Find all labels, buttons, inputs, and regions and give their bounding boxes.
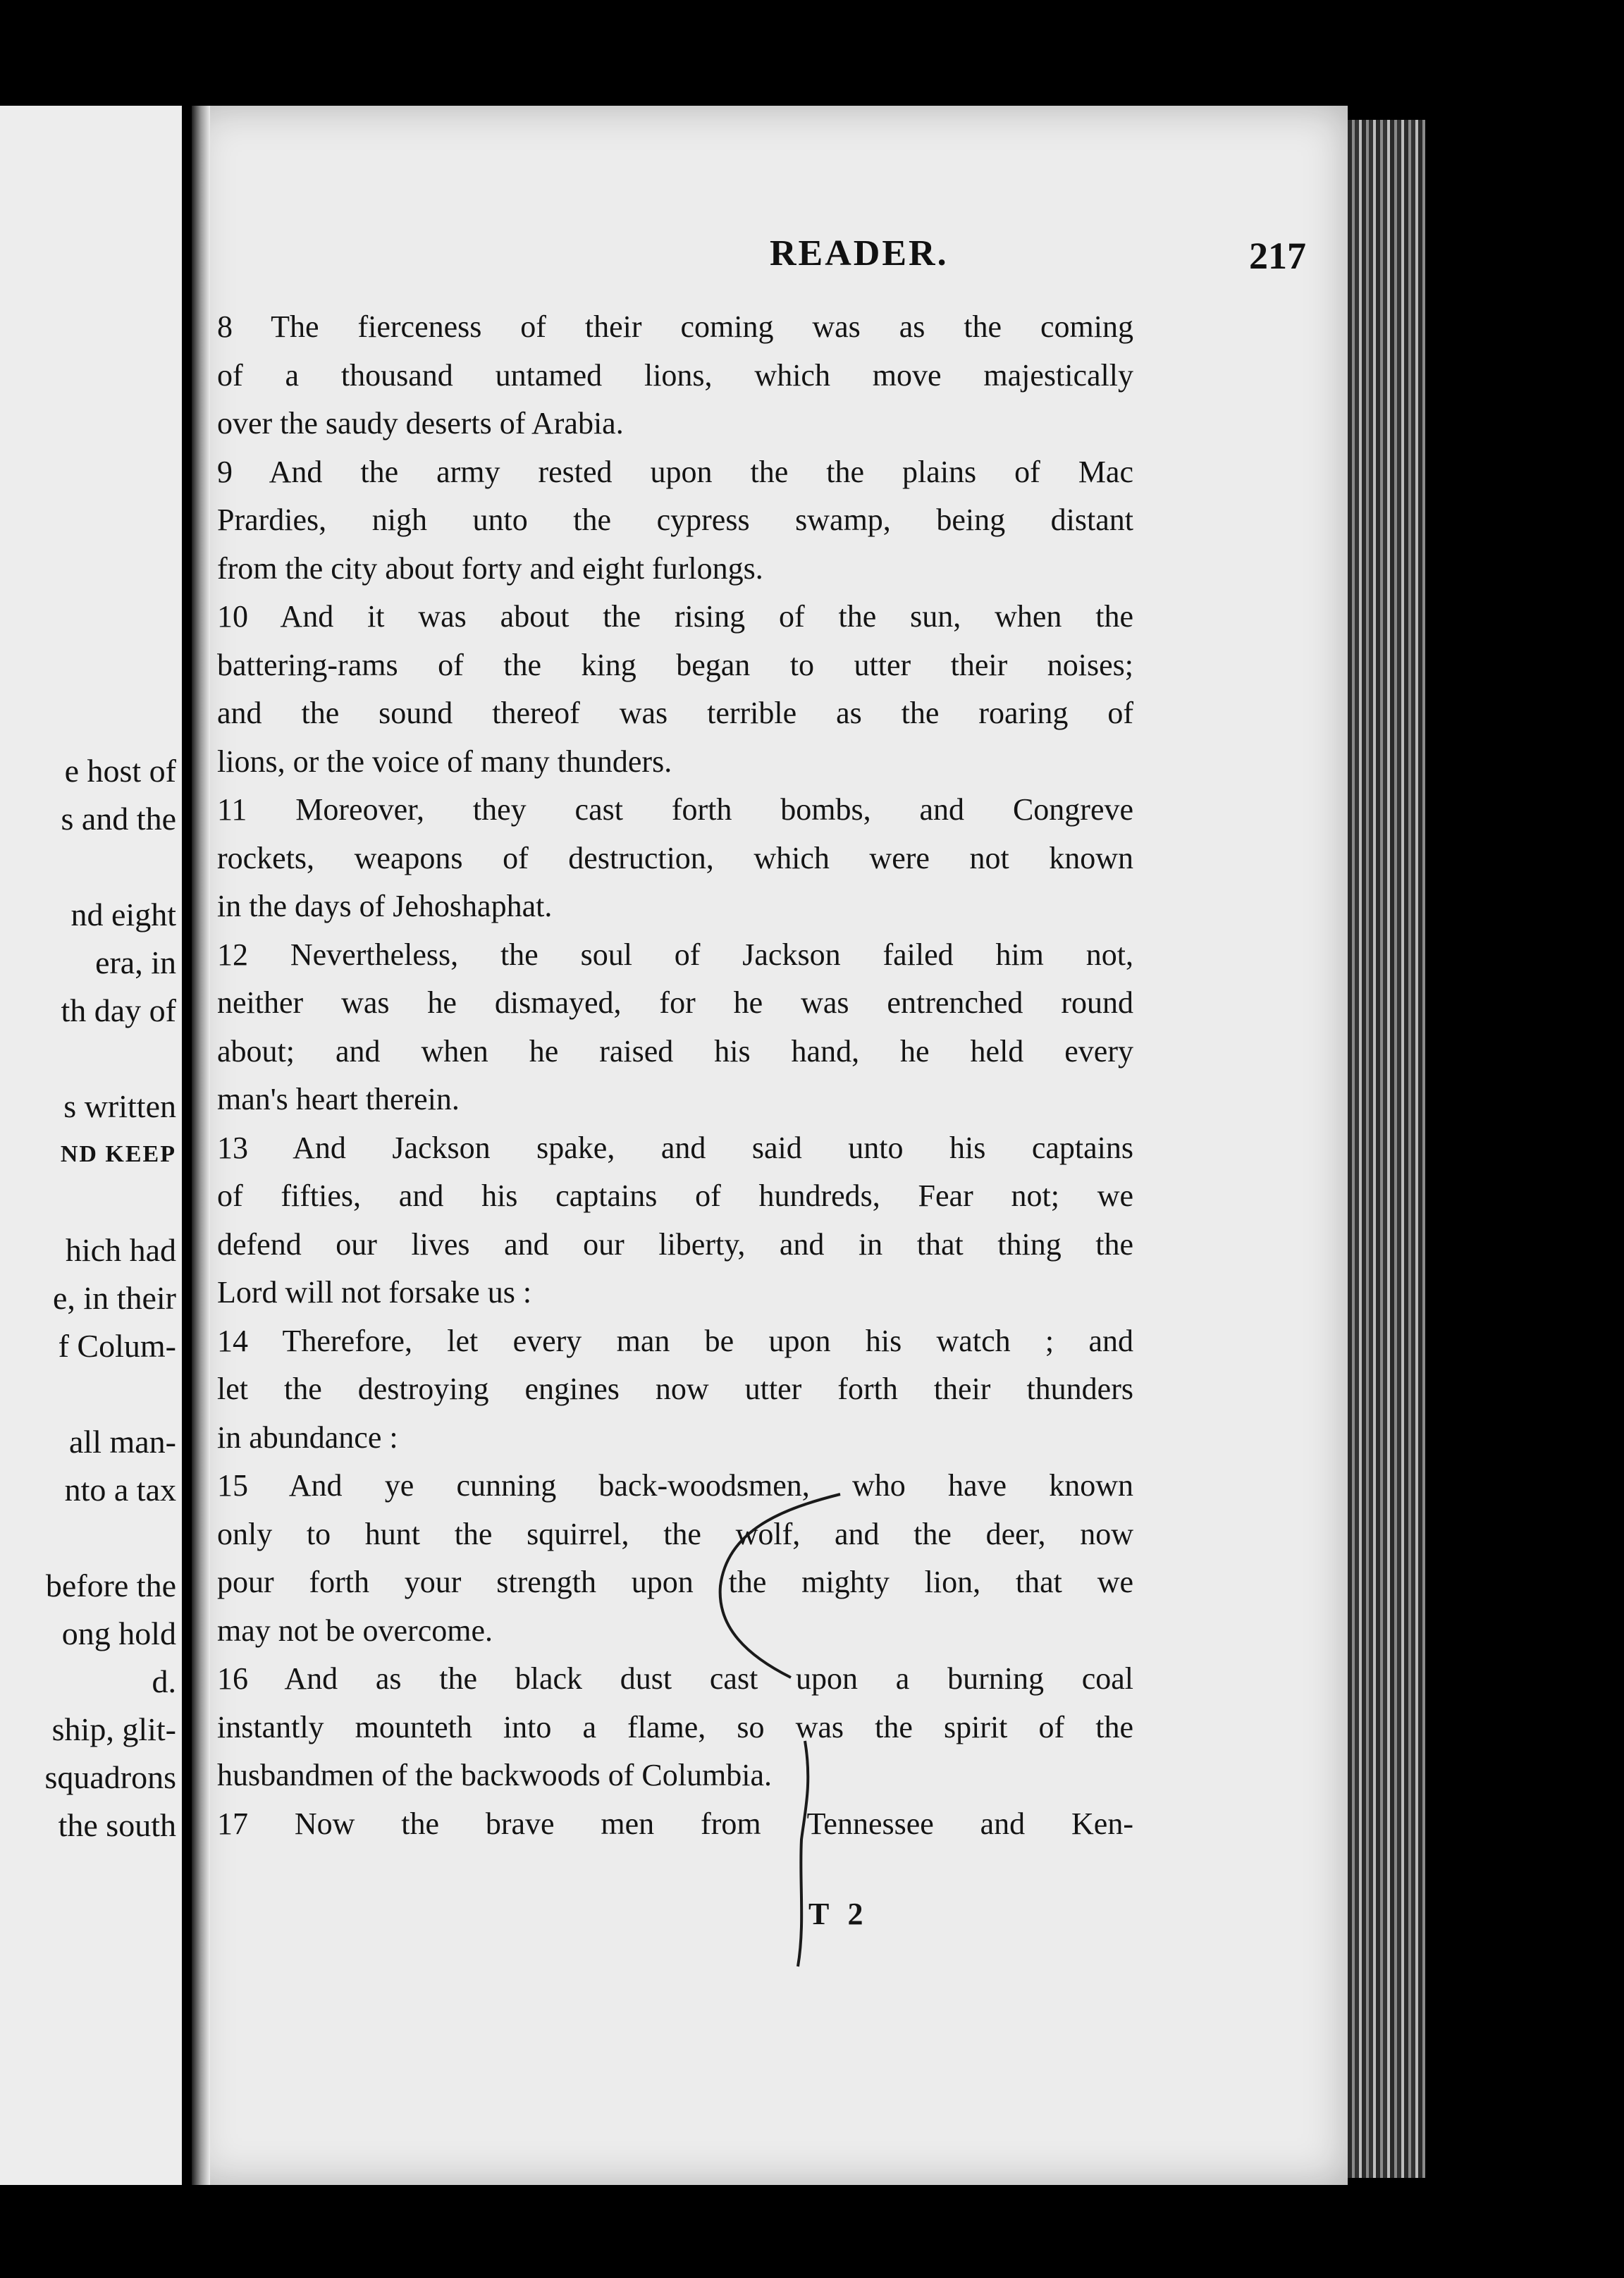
verse-paragraph <box>217 931 1133 1124</box>
left-page-line: ND KEEP <box>60 1141 176 1167</box>
verse-paragraph <box>217 1317 1133 1463</box>
text-line: 12 Nevertheless, the soul of Jackson failed him not, <box>217 937 1133 972</box>
verse-paragraph <box>217 1800 1133 1849</box>
left-page-line: all man- <box>69 1424 176 1460</box>
left-page-line: era, in <box>95 944 176 980</box>
left-page-line: ong hold <box>61 1615 176 1651</box>
text-line: let the destroying engines now utter forth their thunders <box>217 1372 1133 1406</box>
left-page-line: s and the <box>61 801 176 837</box>
text-line: 16 And as the black dust cast upon a burning coal <box>217 1661 1133 1696</box>
handwritten-pen-stroke <box>699 1445 939 1981</box>
left-page-line: nd eight <box>70 897 176 932</box>
text-line: 10 And it was about the rising of the sun, when the <box>217 599 1133 634</box>
text-line: 13 And Jackson spake, and said unto his captains <box>217 1130 1133 1165</box>
text-line: of fifties, and his captains of hundreds, Fear not; we <box>217 1178 1133 1213</box>
text-line: in abundance : <box>217 1420 398 1455</box>
left-page-line: s written <box>63 1088 176 1124</box>
page-edges <box>1348 120 1425 2178</box>
verse-paragraph <box>217 1124 1133 1317</box>
text-line: neither was he dismayed, for he was entrenched round <box>217 985 1133 1020</box>
text-line: husbandmen of the backwoods of Columbia. <box>217 1758 772 1792</box>
text-line: 9 And the army rested upon the the plains of Mac <box>217 454 1133 489</box>
text-line: about; and when he raised his hand, he held every <box>217 1033 1133 1069</box>
gutter-shadow <box>192 106 210 2185</box>
verse-paragraph <box>217 593 1133 786</box>
left-page-line: hich had <box>65 1232 176 1268</box>
text-line: over the saudy deserts of Arabia. <box>217 406 624 441</box>
page-number: 217 <box>1249 235 1306 277</box>
verse-paragraph <box>217 1655 1133 1800</box>
left-page-line: f Colum- <box>58 1328 176 1364</box>
left-page-line: ship, glit- <box>51 1711 176 1747</box>
text-line: 8 The fierceness of their coming was as the coming <box>217 309 1133 344</box>
text-line: 11 Moreover, they cast forth bombs, and Congreve <box>217 792 1133 827</box>
text-line: only to hunt the squirrel, the wolf, and the deer, now <box>217 1516 1133 1551</box>
left-page-line: d. <box>152 1663 176 1699</box>
text-line: of a thousand untamed lions, which move majestically <box>217 357 1133 393</box>
text-line: and the sound thereof was terrible as the roaring of <box>217 696 1133 730</box>
text-line: man's heart therein. <box>217 1082 460 1116</box>
text-line: may not be overcome. <box>217 1613 493 1648</box>
text-line: 17 Now the brave men from Tennessee and Ken- <box>217 1806 1133 1841</box>
text-line: Lord will not forsake us : <box>217 1275 532 1310</box>
text-line: defend our lives and our liberty, and in that thing the <box>217 1226 1133 1262</box>
verse-paragraph <box>217 1462 1133 1655</box>
left-page-line: before the <box>45 1568 176 1603</box>
text-line: 14 Therefore, let every man be upon his watch ; and <box>217 1323 1133 1358</box>
text-line: lions, or the voice of many thunders. <box>217 744 672 779</box>
text-line: pour forth your strength upon the mighty lion, that we <box>217 1565 1133 1599</box>
left-page-line: nto a tax <box>64 1472 176 1508</box>
verse-paragraph <box>217 303 1133 448</box>
text-line: from the city about forty and eight furlongs. <box>217 550 763 586</box>
printer-signature-mark: T 2 <box>808 1897 869 1931</box>
left-page-line: th day of <box>61 992 176 1028</box>
left-page-line: e host of <box>64 753 176 789</box>
verse-paragraph <box>217 448 1133 593</box>
left-page-line: e, in their <box>53 1280 176 1316</box>
verse-paragraph <box>217 786 1133 931</box>
left-page-line: squadrons <box>44 1759 176 1795</box>
text-line: rockets, weapons of destruction, which were not known <box>217 840 1133 875</box>
running-head: READER. <box>770 233 949 273</box>
right-page <box>192 106 1348 2185</box>
text-line: instantly mounteth into a flame, so was the spirit of the <box>217 1709 1133 1744</box>
text-line: in the days of Jehoshaphat. <box>217 889 553 923</box>
body-text <box>217 303 1133 1848</box>
text-line: 15 And ye cunning back-woodsmen, who have known <box>217 1468 1133 1503</box>
text-line: battering-rams of the king began to utter their noises; <box>217 647 1133 682</box>
text-line: Prardies, nigh unto the cypress swamp, being distant <box>217 503 1133 537</box>
left-facing-page <box>0 106 182 2185</box>
left-page-line: the south <box>58 1807 176 1843</box>
